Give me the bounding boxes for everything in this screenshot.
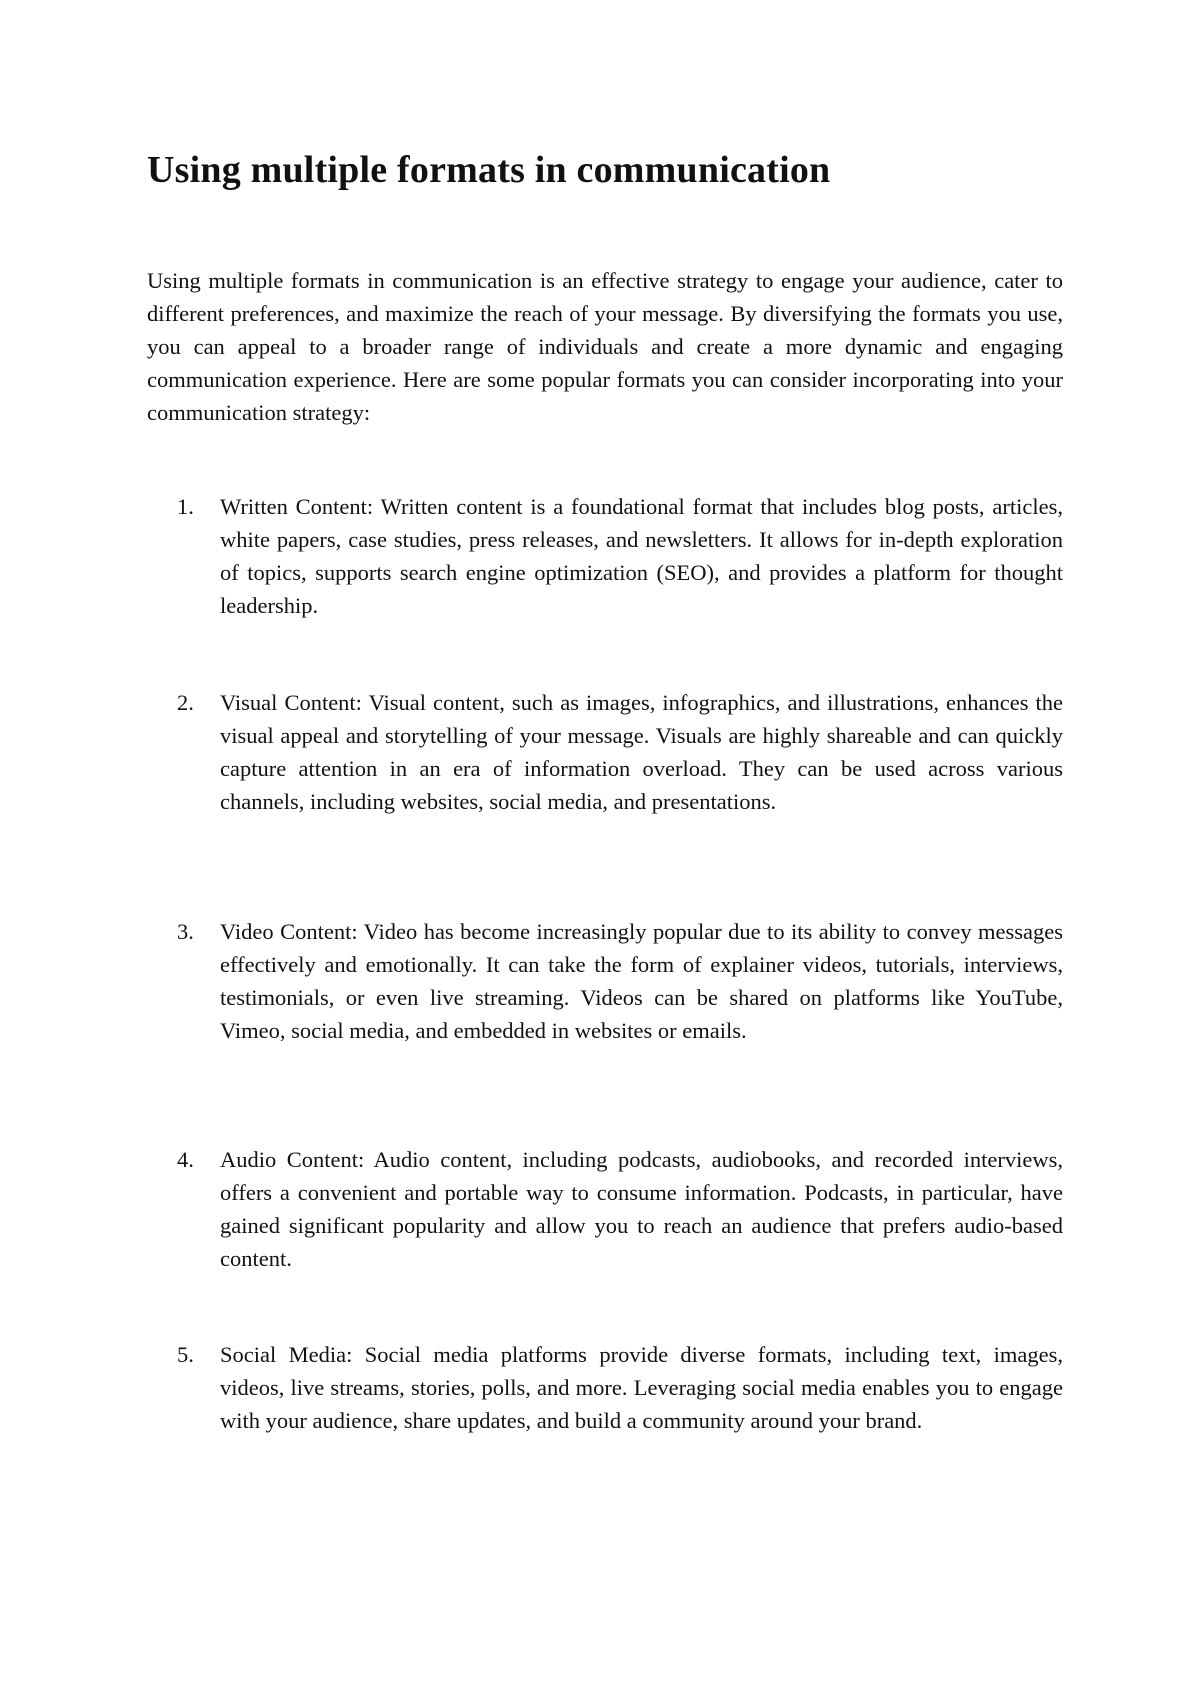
document-title: Using multiple formats in communication [147, 149, 831, 191]
list-item-text: Visual Content: Visual content, such as images, infographics, and illustrations, enhances the visual appeal and storytelling of your message. Visuals are highly shareable and can quickly capture attention in an era of information overload. They can be used across various channels, including websites, social media, and presentations. [220, 690, 1063, 814]
list-item-number: 1. [177, 494, 194, 519]
list-item-number: 3. [177, 919, 194, 944]
list-item-text: Written Content: Written content is a foundational format that includes blog posts, articles, white papers, case studies, press releases, and newsletters. It allows for in-depth exploration of topics, supports search engine optimization (SEO), and provides a platform for thought leadership. [220, 494, 1063, 618]
list-item-number: 5. [177, 1342, 194, 1367]
list-item-text: Social Media: Social media platforms provide diverse formats, including text, images, videos, live streams, stories, polls, and more. Leveraging social media enables you to engage with your audience, share updates, and build a community around your brand. [220, 1342, 1063, 1433]
list-item-number: 4. [177, 1147, 194, 1172]
list-item-text: Video Content: Video has become increasingly popular due to its ability to convey messages effectively and emotionally. It can take the form of explainer videos, tutorials, interviews, testimonials, or even live streaming. Videos can be shared on platforms like YouTube, Vimeo, social media, and embedded in websites or emails. [220, 919, 1063, 1043]
list-item-number: 2. [177, 690, 194, 715]
list-item-text: Audio Content: Audio content, including podcasts, audiobooks, and recorded interviews, offers a convenient and portable way to consume information. Podcasts, in particular, have gained significant popularity and allow you to reach an audience that prefers audio-based content. [220, 1147, 1063, 1271]
intro-paragraph: Using multiple formats in communication is an effective strategy to engage your audience, cater to different preferences, and maximize the reach of your message. By diversifying the formats you use, you can appeal to a broader range of individuals and create a more dynamic and engaging communication experience. Here are some popular formats you can consider incorporating into your communication strategy: [147, 268, 1063, 425]
